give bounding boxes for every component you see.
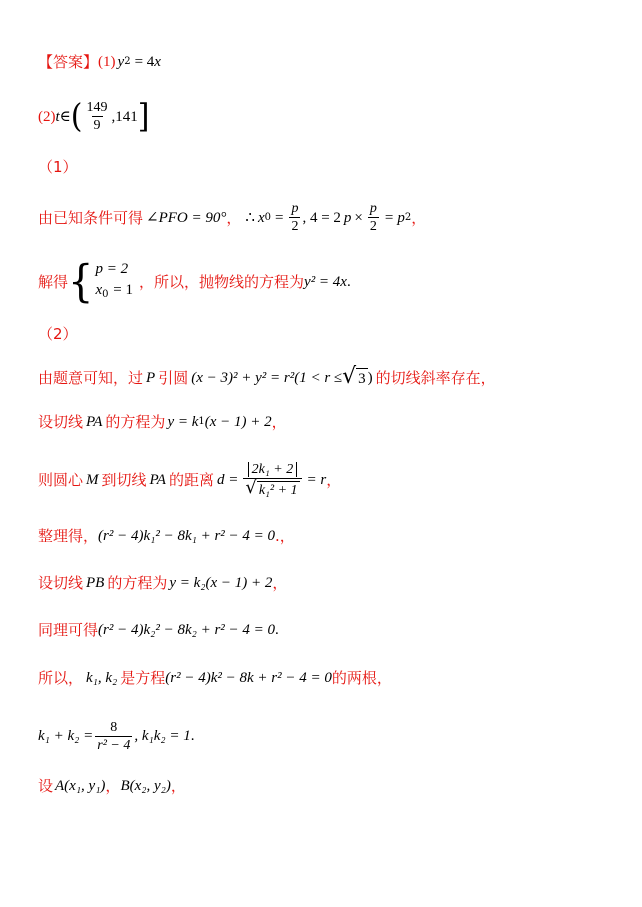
step3-circle: (x − 3)² + y² = r²(1 < r ≤	[191, 369, 343, 386]
step-5-line	[38, 460, 341, 500]
right-bracket: ]	[137, 96, 150, 136]
step2-eq: y² = 4x	[304, 274, 347, 290]
step1-text: 由已知条件可得	[38, 208, 144, 227]
step1-frac1-num: p	[291, 201, 299, 216]
distance-denominator	[243, 478, 301, 499]
system-brace: {	[68, 256, 94, 308]
ans2-t: t	[55, 108, 60, 125]
sum-numerator: 8	[110, 719, 118, 735]
step3-P: P	[146, 369, 156, 386]
abs-value: 2k₁ + 2	[248, 462, 298, 477]
step1-eq2: =	[384, 209, 394, 226]
step7-PB: PB	[86, 575, 105, 591]
system-row-1: p = 2	[95, 261, 129, 277]
left-paren: (	[70, 96, 83, 136]
step-8-line	[38, 620, 279, 640]
step8-eq: (r² − 4)k₂² − 8k₂ + r² − 4 = 0	[98, 622, 276, 638]
step2-mid: ，所以，抛物线的方程为	[139, 273, 305, 291]
step1-therefore: ∴	[245, 209, 255, 226]
step1-x0-sub: 0	[264, 211, 271, 223]
ans2-denominator: 9	[93, 118, 101, 133]
step1-p: p	[343, 209, 352, 226]
step8-a: 同理可得	[38, 621, 99, 639]
step1-frac1-den: 2	[291, 219, 299, 234]
sum-fraction	[95, 719, 132, 754]
step1-x0: x	[257, 209, 265, 226]
step5-b: 到切线	[101, 471, 147, 489]
system-rows	[95, 259, 133, 305]
step3-c: 的切线斜率存在，	[375, 368, 496, 387]
step8-end: .	[275, 622, 279, 638]
ans2-tail: ,141	[111, 108, 138, 125]
step1-times: ×	[354, 209, 363, 226]
sum-denominator: r² − 4	[97, 737, 131, 753]
step5-PA: PA	[149, 472, 166, 488]
step5-c: 的距离	[168, 471, 214, 489]
step-9-line	[38, 668, 392, 688]
step7-a: 设切线	[38, 574, 84, 592]
step-3-line	[38, 366, 496, 389]
step6-end: .，	[275, 527, 295, 545]
step5-M: M	[86, 472, 99, 488]
step1-frac2-num: p	[369, 201, 377, 216]
step10-end: .	[190, 728, 195, 744]
ans1-x: x	[154, 54, 161, 70]
step9-k: k₁, k₂	[86, 670, 118, 686]
row2-x: x	[95, 282, 103, 298]
step9-eq: (r² − 4)k² − 8k + r² − 4 = 0	[165, 670, 332, 686]
answer-line-1	[38, 52, 161, 72]
step3-a: 由题意可知，过	[38, 368, 144, 387]
step11-end: ，	[170, 777, 186, 795]
sqrt-sign-2: √	[245, 477, 257, 498]
step-10-line	[38, 716, 194, 756]
step5-d: d =	[216, 472, 239, 488]
step6-eq: (r² − 4)k₁² − 8k₁ + r² − 4 = 0	[98, 528, 276, 544]
step7-end: ，	[272, 574, 288, 592]
step-11-line	[38, 776, 186, 796]
step7-eq: y = k₂(x − 1) + 2	[169, 575, 273, 591]
answer-label: 【答案】	[38, 53, 99, 71]
step-6-line	[38, 526, 295, 546]
step1-frac2-den: 2	[369, 219, 377, 234]
step4-eq: y = k	[167, 414, 199, 430]
step5-r: = r	[306, 472, 327, 488]
row2-eq: = 1	[113, 282, 134, 298]
distance-fraction	[243, 461, 301, 499]
ans2-numerator: 149	[86, 100, 108, 115]
step7-b: 的方程为	[107, 574, 168, 592]
distance-radicand: k₁² + 1	[258, 483, 298, 498]
step1-angle: ∠PFO = 90°	[146, 209, 227, 226]
step4-end: ，	[271, 413, 287, 431]
step1-p2: p	[397, 209, 405, 226]
part2-number: (2)	[38, 108, 56, 125]
ans1-eq: = 4	[134, 54, 155, 70]
ans1-sq: 2	[124, 56, 131, 67]
row2-sub: 0	[102, 289, 109, 300]
step4-sub: 1	[198, 416, 205, 427]
step4-b: 的方程为	[105, 413, 166, 431]
step-1-line	[38, 200, 426, 235]
step4-a: 设切线	[38, 413, 84, 431]
step10-lhs: k₁ + k₂ =	[38, 728, 94, 744]
sqrt-radicand: 3	[356, 368, 368, 389]
step-4-line	[38, 412, 287, 432]
ans2-fraction	[85, 99, 110, 134]
answer-line-2	[38, 96, 150, 136]
step-7-line	[38, 573, 287, 593]
distance-sqrt	[245, 479, 299, 499]
step4-PA: PA	[86, 414, 103, 430]
step3-sqrt	[342, 366, 368, 389]
step5-end: ，	[326, 471, 342, 489]
step1-p2-sup: 2	[404, 211, 412, 223]
section-1-heading: （1）	[38, 158, 78, 176]
step11-a: 设	[38, 777, 54, 795]
step3-b: 引圆	[158, 368, 189, 387]
part1-number: (1)	[98, 54, 116, 70]
step11-b: ，	[105, 777, 121, 795]
step2-dot: .	[346, 274, 351, 290]
step1-fraction-2	[368, 200, 379, 235]
system-row-2	[95, 279, 133, 305]
step5-a: 则圆心	[38, 471, 84, 489]
ans1-y: y	[117, 54, 125, 70]
step9-c: 的两根，	[331, 669, 392, 687]
step11-A: A(x₁, y₁)	[55, 778, 106, 794]
sqrt-sign: √	[342, 364, 357, 389]
step1-end: ，	[411, 208, 427, 227]
distance-numerator	[246, 461, 300, 478]
step1-eq: =	[274, 209, 284, 226]
step10-rest: , k₁k₂ = 1	[134, 728, 191, 744]
ans2-in: ∈	[59, 108, 71, 125]
step1-fraction-1	[289, 200, 300, 235]
step2-text: 解得	[38, 273, 69, 291]
step6-a: 整理得，	[38, 527, 99, 545]
step1-mid: , 4 = 2	[302, 209, 341, 226]
step11-B: B(x₂, y₂)	[120, 778, 171, 794]
step4-rest: (x − 1) + 2	[204, 414, 272, 430]
step9-b: 是方程	[120, 669, 166, 687]
step9-a: 所以，	[38, 669, 84, 687]
step1-comma: ，	[226, 208, 242, 227]
step3-close: )	[367, 369, 373, 386]
step-2-line	[38, 256, 351, 308]
section-2-heading: （2）	[38, 325, 78, 343]
